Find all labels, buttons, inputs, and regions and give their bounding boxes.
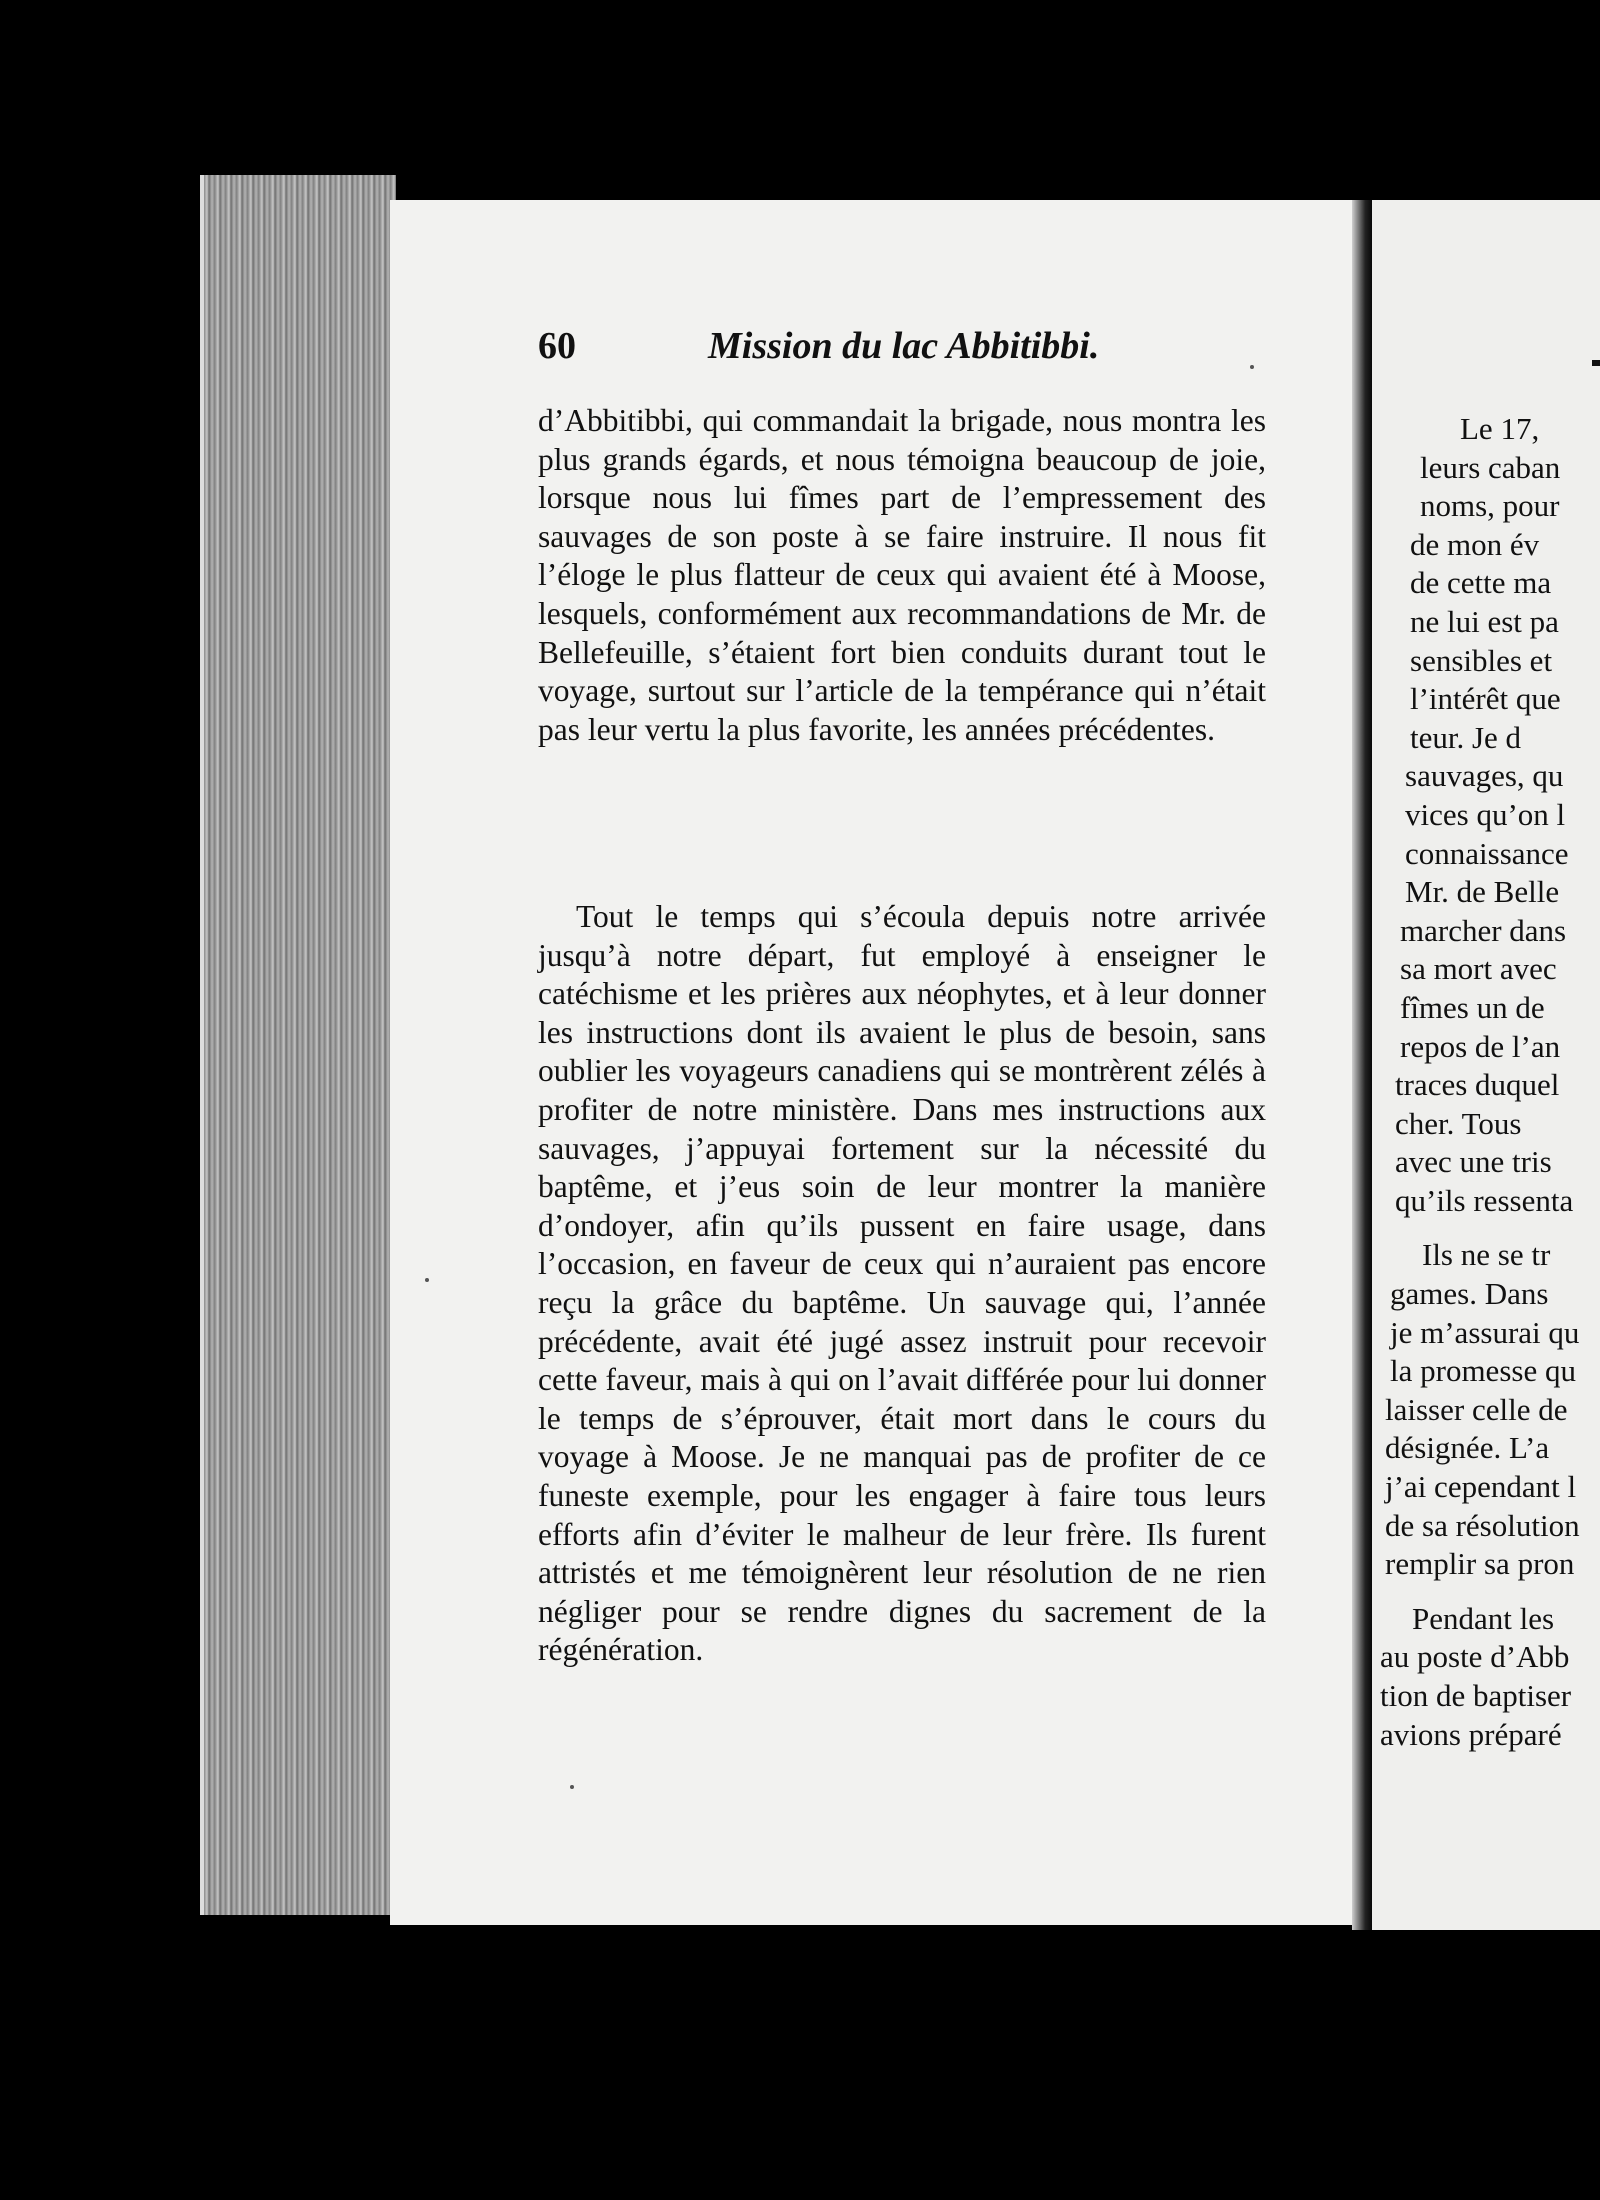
right-line: cher. Tous [1395, 1105, 1522, 1141]
right-line: leurs caban [1420, 449, 1561, 485]
right-line: au poste d’Abb [1380, 1639, 1570, 1675]
right-line: qu’ils ressenta [1395, 1182, 1574, 1218]
paragraph-gap [1380, 1584, 1600, 1600]
right-line: de cette ma [1410, 565, 1552, 601]
right-line: sa mort avec [1400, 951, 1557, 987]
right-line: connaissance [1405, 835, 1569, 871]
book-gutter [1352, 200, 1374, 1930]
right-line: marcher dans [1400, 912, 1567, 948]
right-line: l’intérêt que [1410, 681, 1561, 717]
right-line: traces duquel [1395, 1067, 1560, 1103]
right-line: Ils ne se tr [1422, 1237, 1551, 1273]
print-speck [425, 1278, 429, 1282]
page-edges [200, 175, 396, 1915]
right-line: games. Dans [1390, 1276, 1549, 1312]
right-line: j’ai cependant l [1385, 1469, 1577, 1505]
right-line: sauvages, qu [1405, 758, 1564, 794]
right-line: fîmes un de [1400, 989, 1545, 1025]
right-line: avec une tris [1395, 1144, 1552, 1180]
print-speck [570, 1785, 574, 1789]
right-line: de mon év [1410, 526, 1540, 562]
right-line: Mr. de Belle [1405, 874, 1560, 910]
right-line: laisser celle de [1385, 1391, 1568, 1427]
right-line: je m’assurai qu [1390, 1314, 1580, 1350]
right-line: repos de l’an [1400, 1028, 1561, 1064]
right-line: désignée. L’a [1385, 1430, 1550, 1466]
right-line: ne lui est pa [1410, 603, 1559, 639]
running-head [538, 324, 1118, 374]
right-line: de sa résolution [1385, 1507, 1580, 1543]
right-line: vices qu’on l [1405, 796, 1566, 832]
right-line: Le 17, [1460, 411, 1540, 446]
right-line: la promesse qu [1390, 1353, 1576, 1389]
paragraph-gap [1380, 1220, 1600, 1236]
right-line: avions préparé [1380, 1716, 1562, 1752]
running-title: Mission du lac Abbitibbi. [708, 325, 1100, 367]
right-line: Pendant les [1412, 1600, 1555, 1636]
right-page-text [1380, 410, 1600, 1754]
right-line: tion de baptiser [1380, 1678, 1572, 1713]
print-speck [1250, 365, 1254, 369]
paragraph-1: d’Abbitibbi, qui commandait la brigade, nous montra les plus grands égards, et nous témoigna beaucoup de joie, lorsque nous lui fîmes part de l’empressement des sauvages de son poste à se faire instruire. Il nous fit l’éloge le plus flatteur de ceux qui avaient été à Moose, lesquels, conformément aux recommandations de Mr. de Bellefeuille, s’étaient fort bien conduits durant tout le voyage, surtout sur l’article de la tempérance qui n’était pas leur vertu la plus favorite, les années précédentes. [538, 403, 1266, 747]
paragraph-2: Tout le temps qui s’écoula depuis notre arrivée jusqu’à notre départ, fut employé à enseigner le catéchisme et les prières aux néophytes, et à leur donner les instructions dont ils avaient le plus de besoin, sans oublier les voyageurs canadiens qui se montrèrent zélés à profiter de notre ministère. Dans mes instructions aux sauvages, j’appuyai fortement sur la nécessité du baptême, et j’eus soin de leur montrer la manière d’ondoyer, afin qu’ils pussent en faire usage, dans l’occasion, en faveur de ceux qui n’auraient pas encore reçu la grâce du baptême. Un sauvage qui, l’année précédente, avait été jugé assez instruit pour recevoir cette faveur, mais à qui on l’avait différée pour lui donner le temps de s’éprouver, était mort dans le cours du voyage à Moose. Je ne manquai pas de profiter de ce funeste exemple, pour les engager à faire tous leurs efforts afin d’éviter le malheur de leur frère. Ils furent attristés et me témoignèrent leur résolution de ne rien négliger pour se rendre dignes du sacrement de la régénération. [538, 899, 1266, 1668]
right-page-mark [1592, 360, 1600, 366]
right-line: remplir sa pron [1385, 1546, 1575, 1582]
right-line: sensibles et [1410, 642, 1553, 678]
page-number: 60 [538, 325, 576, 367]
right-line: noms, pour [1420, 488, 1560, 524]
right-line: teur. Je d [1410, 719, 1522, 755]
